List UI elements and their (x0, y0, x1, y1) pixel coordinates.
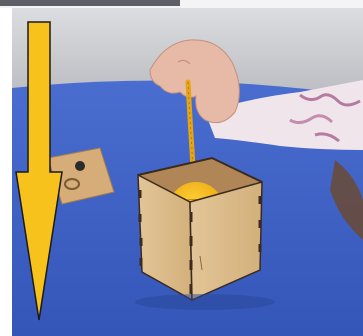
image-frame (0, 0, 363, 336)
down-arrow-icon (0, 0, 363, 336)
